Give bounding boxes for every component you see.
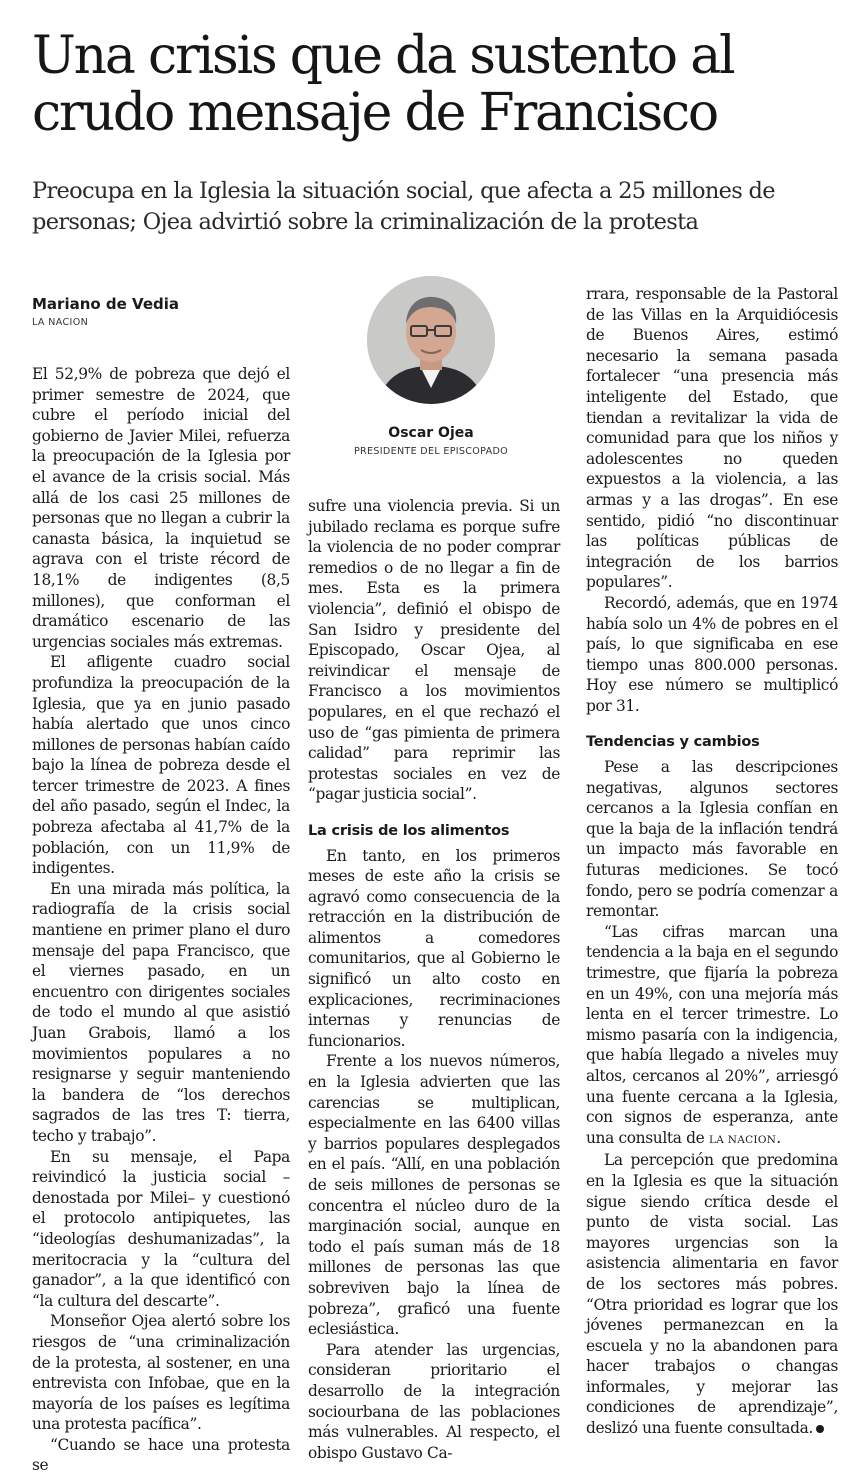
paragraph: En tanto, en los primeros meses de este año la crisis se agravó como consecuencia de la retracción en la distribución de alimentos a comedores comunitarios, que al Gobierno le significó un alto costo en explicaciones, recriminaciones internas y renuncias de funcionarios. xyxy=(308,846,560,1050)
article-column-1 xyxy=(32,364,290,1476)
paragraph: “Cuando se hace una protesta se xyxy=(32,1435,290,1475)
section-subhead: La crisis de los alimentos xyxy=(308,822,510,839)
paragraph xyxy=(586,1150,838,1438)
paragraph: Frente a los nuevos números, en la Iglesia advierten que las carencias se multiplican, especialmente en las 6400 villas y barrios populares desplegados en el país. “Allí, en una población de seis millones de personas se concentra el núcleo duro de la marginación social, aunque en todo el país suman más de 18 millones de personas las que sobreviven bajo la línea de pobreza”, graficó una fuente eclesiástica. xyxy=(308,1052,560,1339)
paragraph: El 52,9% de pobreza que dejó el primer semestre de 2024, que cubre el período inicial del gobierno de Javier Milei, refuerza la preocupación de la Iglesia por el avance de la crisis social. Más allá de los casi 25 millones de personas que no llegan a cubrir la canasta básica, la inquietud se agrava con el triste récord de 18,1% de indigentes (8,5 millones), que conforman el dramático escenario de las urgencias sociales más extremas. xyxy=(32,365,290,651)
paragraph-text: La percepción que predomina en la Iglesia es que la situación sigue siendo crítica desde el punto de vista social. Las mayores urgencias son la asistencia alimentaria en favor de los sectores más pobres. “Otra prioridad es lograr que los jóvenes permanezcan en la escuela y no la abandonen para hacer trabajos o changas informales, y mejorar las condiciones de aprendizaje”, deslizó una fuente consultada. xyxy=(586,1151,838,1438)
outlet-mention: LA NACION xyxy=(708,1133,777,1146)
section-subhead: Tendencias y cambios xyxy=(586,734,760,751)
headline: Una crisis que da sustento al crudo mensaje de Francisco xyxy=(32,26,734,143)
deck-subtitle: Preocupa en la Iglesia la situación social, que afecta a 25 millones de personas; Ojea advirtió sobre la criminalización de la protesta xyxy=(32,178,775,235)
paragraph: sufre una violencia previa. Si un jubilado reclama es porque sufre la violencia de no poder comprar remedios o de no llegar a fin de mes. Esta es la primera violencia”, definió el obispo de San Isidro y presidente del Episcopado, Oscar Ojea, al reivindicar el mensaje de Francisco a los movimientos populares, en el que rechazó el uso de “gas pimienta de primera calidad” para reprimir las protestas sociales en vez de “pagar justicia social”. xyxy=(308,497,560,804)
paragraph: En una mirada más política, la radiografía de la crisis social mantiene en primer plano el duro mensaje del papa Francisco, que el viernes pasado, en un encuentro con dirigentes sociales de todo el mundo al que asistió Juan Grabois, llamó a los movimientos populares a no resignarse y seguir manteniendo la bandera de “los derechos sagrados de las tres T: tierra, techo y trabajo”. xyxy=(32,879,290,1145)
paragraph-text: “Las cifras marcan una tendencia a la baja en el segundo trimestre, que fijaría la pobreza en un 49%, con una mejoría más lenta en el tercer trimestre. Lo mismo pasaría con la indigencia, que había llegado a niveles muy altos, cercanos al 20%”, arriesgó una fuente cercana a la Iglesia, con signos de esperanza, ante una consulta de xyxy=(586,922,838,1147)
portrait-photo xyxy=(367,276,495,404)
photo-caption-role: PRESIDENTE DEL EPISCOPADO xyxy=(353,446,509,457)
byline xyxy=(32,295,179,328)
paragraph: En su mensaje, el Papa reivindicó la justicia social –denostada por Milei– y cuestionó el protocolo antipiquetes, las “ideologías deshumanizadas”, la meritocracia y la “cultura del ganador”, a la que identificó con “la cultura del descarte”. xyxy=(32,1147,290,1310)
paragraph: Recordó, además, que en 1974 había solo un 4% de pobres en el país, lo que significaba en ese tiempo unas 800.000 personas. Hoy ese número se multiplicó por 31. xyxy=(586,593,838,715)
paragraph-end: . xyxy=(776,1128,781,1147)
paragraph xyxy=(586,922,838,1151)
portrait-illustration xyxy=(367,276,495,404)
paragraph: Pese a las descripciones negativas, algunos sectores cercanos a la Iglesia confían en que la baja de la inflación tendrá un impacto más favorable en futuras mediciones. Se tocó fondo, pero se podría comenzar a remontar. xyxy=(586,758,838,921)
byline-author: Mariano de Vedia xyxy=(32,295,180,313)
photo-caption-name: Oscar Ojea xyxy=(388,425,474,441)
end-of-article-icon xyxy=(816,1425,824,1433)
paragraph: Monseñor Ojea alertó sobre los riesgos de “una criminalización de la protesta, al sostener, en una entrevista con Infobae, que en la mayoría de los países es legítima una protesta pacífica”. xyxy=(32,1312,290,1434)
paragraph: Para atender las urgencias, consideran prioritario el desarrollo de la integración sociourbana de las poblaciones más vulnerables. Al respecto, el obispo Gustavo Ca- xyxy=(308,1340,560,1462)
paragraph: El afligente cuadro social profundiza la preocupación de la Iglesia, que ya en junio pasado había alertado que unos cinco millones de personas habían caído bajo la línea de pobreza desde el tercer trimestre de 2023. A fines del año pasado, según el Indec, la pobreza afectaba al 41,7% de la población, con un 11,9% de indigentes. xyxy=(32,653,290,878)
article-column-2 xyxy=(308,496,560,1463)
byline-outlet: LA NACION xyxy=(32,317,89,328)
article-column-3 xyxy=(586,284,838,1439)
paragraph: rrara, responsable de la Pastoral de las Villas en la Arquidiócesis de Buenos Aires, estimó necesario la semana pasada fortalecer “una presencia más inteligente del Estado, que tiendan a revitalizar la vida de comunidad para que los niños y adolescentes no queden expuestos a la violencia, a las armas y a las drogas”. En ese sentido, pidió “no discontinuar las políticas públicas de integración de los barrios populares”. xyxy=(586,285,838,592)
